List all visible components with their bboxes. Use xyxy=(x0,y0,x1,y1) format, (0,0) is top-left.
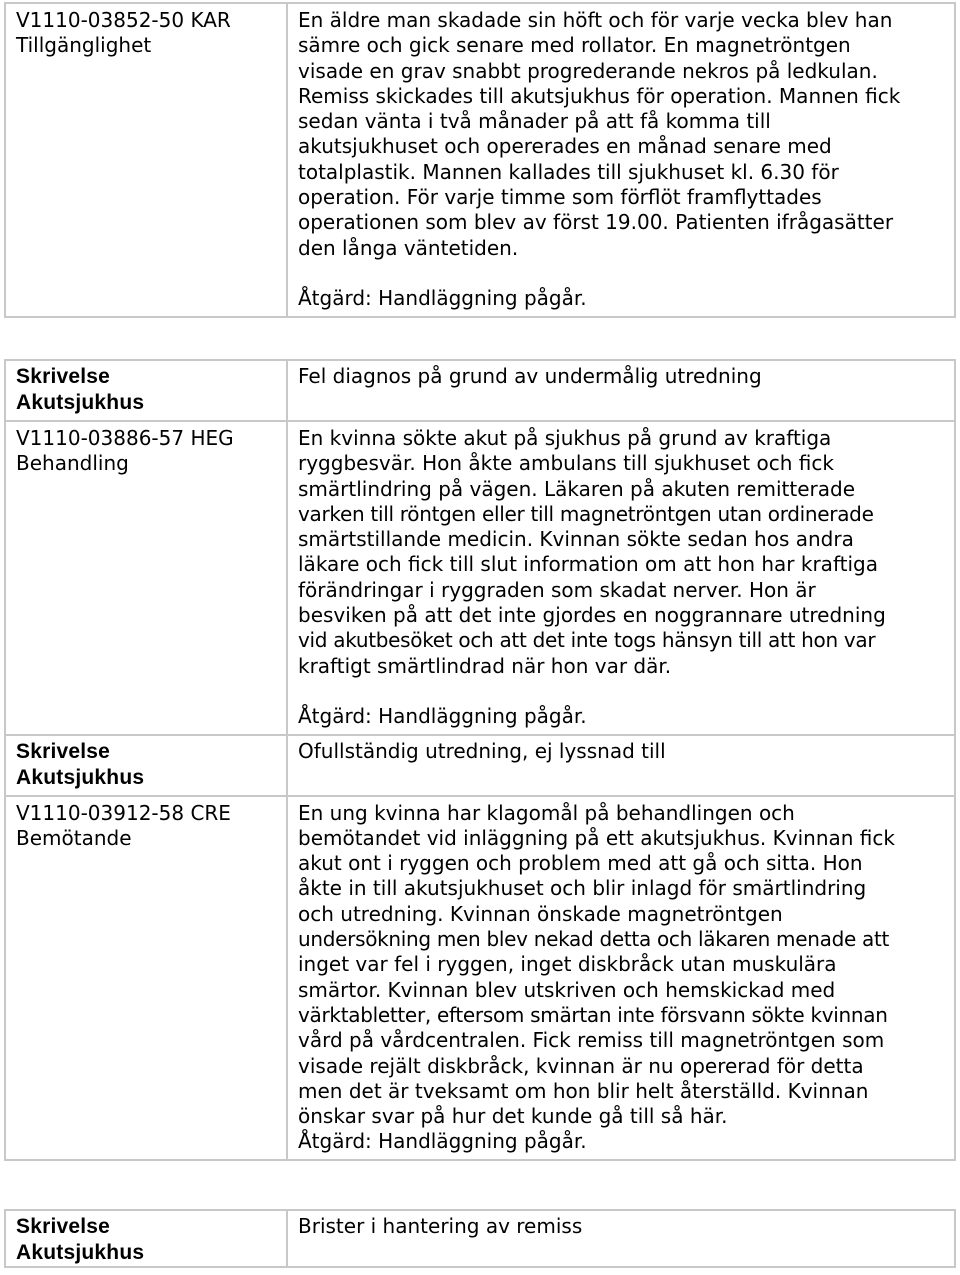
case-body-cell xyxy=(287,421,955,735)
case-table-2 xyxy=(4,359,956,1161)
case-type: Skrivelse xyxy=(16,1215,111,1238)
case-header-row xyxy=(5,1210,955,1267)
case-body-cell xyxy=(287,796,955,1160)
case-title-cell xyxy=(287,1210,955,1267)
case-meta-cell xyxy=(5,421,287,735)
case-body-line: bemötandet vid inläggning på ett akutsjukhus. Kvinnan fick xyxy=(298,825,895,850)
case-body-line: önskar svar på hur det kunde gå till så här. xyxy=(298,1104,728,1129)
case-body-line: akutsjukhuset och opererades en månad senare med xyxy=(298,134,832,159)
case-row xyxy=(5,421,955,735)
case-body-line: vård på vårdcentralen. Fick remiss till magnetröntgen som xyxy=(298,1028,885,1053)
case-body-line: inget var fel i ryggen, inget diskbråck utan muskulära xyxy=(298,952,837,977)
case-action: Åtgärd: Handläggning pågår. xyxy=(298,1129,587,1154)
case-body-line: En ung kvinna har klagomål på behandlingen och xyxy=(298,800,795,825)
case-body-line: operationen som blev av först 19.00. Patienten ifrågasätter xyxy=(298,210,894,235)
case-body-line: operation. För varje timme som förflöt framflyttades xyxy=(298,185,822,210)
case-type-cell xyxy=(5,360,287,421)
case-type: Skrivelse xyxy=(16,365,111,388)
case-header-row xyxy=(5,360,955,421)
case-body-line: kraftigt smärtlindrad när hon var där. xyxy=(298,653,672,678)
case-action: Åtgärd: Handläggning pågår. xyxy=(298,286,587,311)
case-body-line: En kvinna sökte akut på sjukhus på grund av kraftiga xyxy=(298,426,832,450)
case-action: Åtgärd: Handläggning pågår. xyxy=(298,704,587,729)
case-title: Ofullständig utredning, ej lyssnad till xyxy=(298,738,666,763)
case-unit: Akutsjukhus xyxy=(16,1241,145,1264)
case-type-cell xyxy=(5,1210,287,1267)
case-body-line: akut ont i ryggen och problem med att gå och sitta. Hon xyxy=(298,851,863,876)
case-type: Skrivelse xyxy=(16,739,111,763)
case-body-line: men det är tveksamt om hon blir helt återställd. Kvinnan xyxy=(298,1078,869,1103)
case-title-cell xyxy=(287,360,955,421)
case-body-line: och utredning. Kvinnan önskade magnetröntgen xyxy=(298,901,783,926)
case-body-line: En äldre man skadade sin höft och för varje vecka blev han xyxy=(298,8,893,32)
case-body-line: den långa väntetiden. xyxy=(298,235,519,260)
case-body-line: smärtstillande medicin. Kvinnan sökte sedan hos andra xyxy=(298,527,854,552)
case-table-1 xyxy=(4,2,956,318)
case-header-row xyxy=(5,735,955,796)
case-body-line: värktabletter, eftersom smärtan inte försvann sökte kvinnan xyxy=(298,1002,888,1027)
case-body-line: visade en grav snabbt progrederande nekros på ledkulan. xyxy=(298,58,878,83)
case-body-line: sedan vänta i två månader på att få komma till xyxy=(298,109,771,134)
case-body-line: åkte in till akutsjukhuset och blir inlagd för smärtlindring xyxy=(298,876,867,901)
case-title: Brister i hantering av remiss xyxy=(298,1214,583,1238)
case-category: Tillgänglighet xyxy=(16,33,152,58)
case-body-line: smärtlindring på vägen. Läkaren på akuten remitterade xyxy=(298,476,855,501)
case-category: Bemötande xyxy=(16,825,132,850)
case-body-line: läkare och fick till slut information om att hon har kraftiga xyxy=(298,552,878,577)
case-body-line: förändringar i ryggraden som skadat nerver. Hon är xyxy=(298,577,816,602)
case-body-line: visade rejält diskbråck, kvinnan är nu opererad för detta xyxy=(298,1053,864,1078)
case-body-line: varken till röntgen eller till magnetröntgen utan ordinerade xyxy=(298,501,874,526)
case-meta-cell xyxy=(5,796,287,1160)
case-body-line: smärtor. Kvinnan blev utskriven och hemskickad med xyxy=(298,977,836,1002)
case-body-line: vid akutbesöket och att det inte togs hänsyn till att hon var xyxy=(298,628,876,653)
case-body-line: besviken på att det inte gjordes en noggrannare utredning xyxy=(298,603,886,628)
case-category: Behandling xyxy=(16,451,129,476)
case-type-cell xyxy=(5,735,287,796)
case-id: V1110-03852-50 KAR xyxy=(16,8,231,32)
case-body-line: totalplastik. Mannen kallades till sjukhuset kl. 6.30 för xyxy=(298,159,839,184)
case-body-cell xyxy=(287,3,955,317)
case-row xyxy=(5,796,955,1160)
case-table-3 xyxy=(4,1209,956,1268)
case-body-line: Remiss skickades till akutsjukhus för operation. Mannen fick xyxy=(298,83,901,108)
case-body-line: ryggbesvär. Hon åkte ambulans till sjukhuset och fick xyxy=(298,451,834,476)
case-id: V1110-03912-58 CRE xyxy=(16,800,231,825)
case-id: V1110-03886-57 HEG xyxy=(16,426,234,450)
case-title: Fel diagnos på grund av undermålig utredning xyxy=(298,364,762,388)
case-row xyxy=(5,3,955,317)
case-body-line: sämre och gick senare med rollator. En magnetröntgen xyxy=(298,33,851,58)
case-title-cell xyxy=(287,735,955,796)
case-unit: Akutsjukhus xyxy=(16,765,145,789)
case-body-line: undersökning men blev nekad detta och läkaren menade att xyxy=(298,927,890,952)
case-meta-cell xyxy=(5,3,287,317)
case-unit: Akutsjukhus xyxy=(16,391,145,414)
